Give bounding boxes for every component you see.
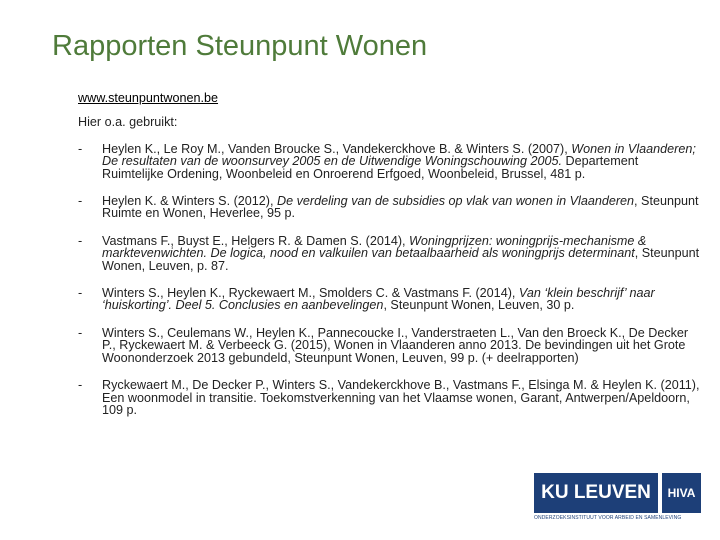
website-link[interactable]: www.steunpuntwonen.be: [78, 91, 219, 105]
list-dash: -: [78, 194, 83, 209]
reference-publisher: , Steunpunt Wonen, Leuven, 30 p.: [383, 298, 575, 313]
list-dash: -: [78, 325, 83, 340]
reference-publisher: , Steunpunt Ruimte en Wonen, Heverlee, 95 p.: [102, 194, 699, 221]
reference-text: [102, 379, 703, 416]
reference-list: [78, 143, 703, 417]
list-dash: -: [78, 378, 83, 393]
reference-title: Woningprijzen: woningprijs-mechanisme & marktevenwichten. De logica, nood en valkuilen van betaalbaarheid als woningprijs determinant: [102, 233, 647, 261]
reference-item: [78, 235, 703, 272]
list-dash: -: [78, 141, 83, 156]
reference-title: De verdeling van de subsidies op vlak van wonen in Vlaanderen: [276, 194, 635, 209]
reference-authors: Heylen K., Le Roy M., Vanden Broucke S., Vandekerckhove B. & Winters S. (2007),: [102, 141, 572, 156]
reference-authors: Ryckewaert M., De Decker P., Winters S., Vandekerckhove B., Vastmans F., Elsinga M. & Heylen K. (2011), Een woonmodel in transitie. Toekomstverkenning van het Vlaamse wonen, Garant, Antwerpen/Apeldoorn, 109 p.: [102, 378, 700, 417]
reference-item: [78, 379, 703, 416]
reference-authors: Heylen K. & Winters S. (2012),: [102, 194, 277, 209]
slide-content: [78, 92, 703, 431]
intro-text: Hier o.a. gebruikt:: [78, 115, 178, 130]
list-dash: -: [78, 233, 83, 248]
reference-authors: Vastmans F., Buyst E., Helgers R. & Damen S. (2014),: [102, 233, 410, 248]
reference-title: Wonen in Vlaanderen; De resultaten van de woonsurvey 2005 en de Uitwendige Woningschouwing 2005.: [102, 141, 696, 169]
reference-text: [102, 143, 703, 180]
list-dash: -: [78, 286, 83, 301]
reference-text: [102, 235, 703, 272]
reference-item: [78, 143, 703, 180]
reference-publisher: , Steunpunt Wonen, Leuven, p. 87.: [102, 246, 700, 273]
ku-leuven-hiva-logo: [534, 473, 701, 526]
reference-text: [102, 195, 703, 220]
logo-subtitle: ONDERZOEKSINSTITUUT VOOR ARBEID EN SAMENLEVING: [534, 515, 682, 521]
reference-publisher: Departement Ruimtelijke Ordening, Woonbeleid en Onroerend Erfgoed, Woonbeleid, Brussel, 481 p.: [102, 154, 639, 181]
reference-title: Van ‘klein beschrijf’ naar ‘huiskorting’. Deel 5. Conclusies en aanbevelingen: [102, 286, 655, 313]
reference-authors: Winters S., Ceulemans W., Heylen K., Pannecoucke I., Vanderstraeten L., Van den Broeck K., De Decker P., Ryckewaert M. & Verbeeck G. (2015), Wonen in Vlaanderen anno 2013. De bevindingen uit het Grote Woononderzoek 2013 gebundeld, Steunpunt Wonen, Leuven, 99 p. (+ deelrapporten): [102, 325, 689, 365]
hiva-logo: HIVA: [662, 473, 701, 513]
reference-authors: Winters S., Heylen K., Ryckewaert M., Smolders C. & Vastmans F. (2014),: [102, 286, 519, 301]
reference-item: [78, 327, 703, 364]
reference-item: [78, 195, 703, 220]
reference-text: [102, 327, 703, 364]
ku-leuven-logo: KU LEUVEN: [534, 473, 658, 513]
slide-title: Rapporten Steunpunt Wonen: [52, 30, 428, 62]
reference-item: [78, 287, 703, 312]
reference-text: [102, 287, 703, 312]
